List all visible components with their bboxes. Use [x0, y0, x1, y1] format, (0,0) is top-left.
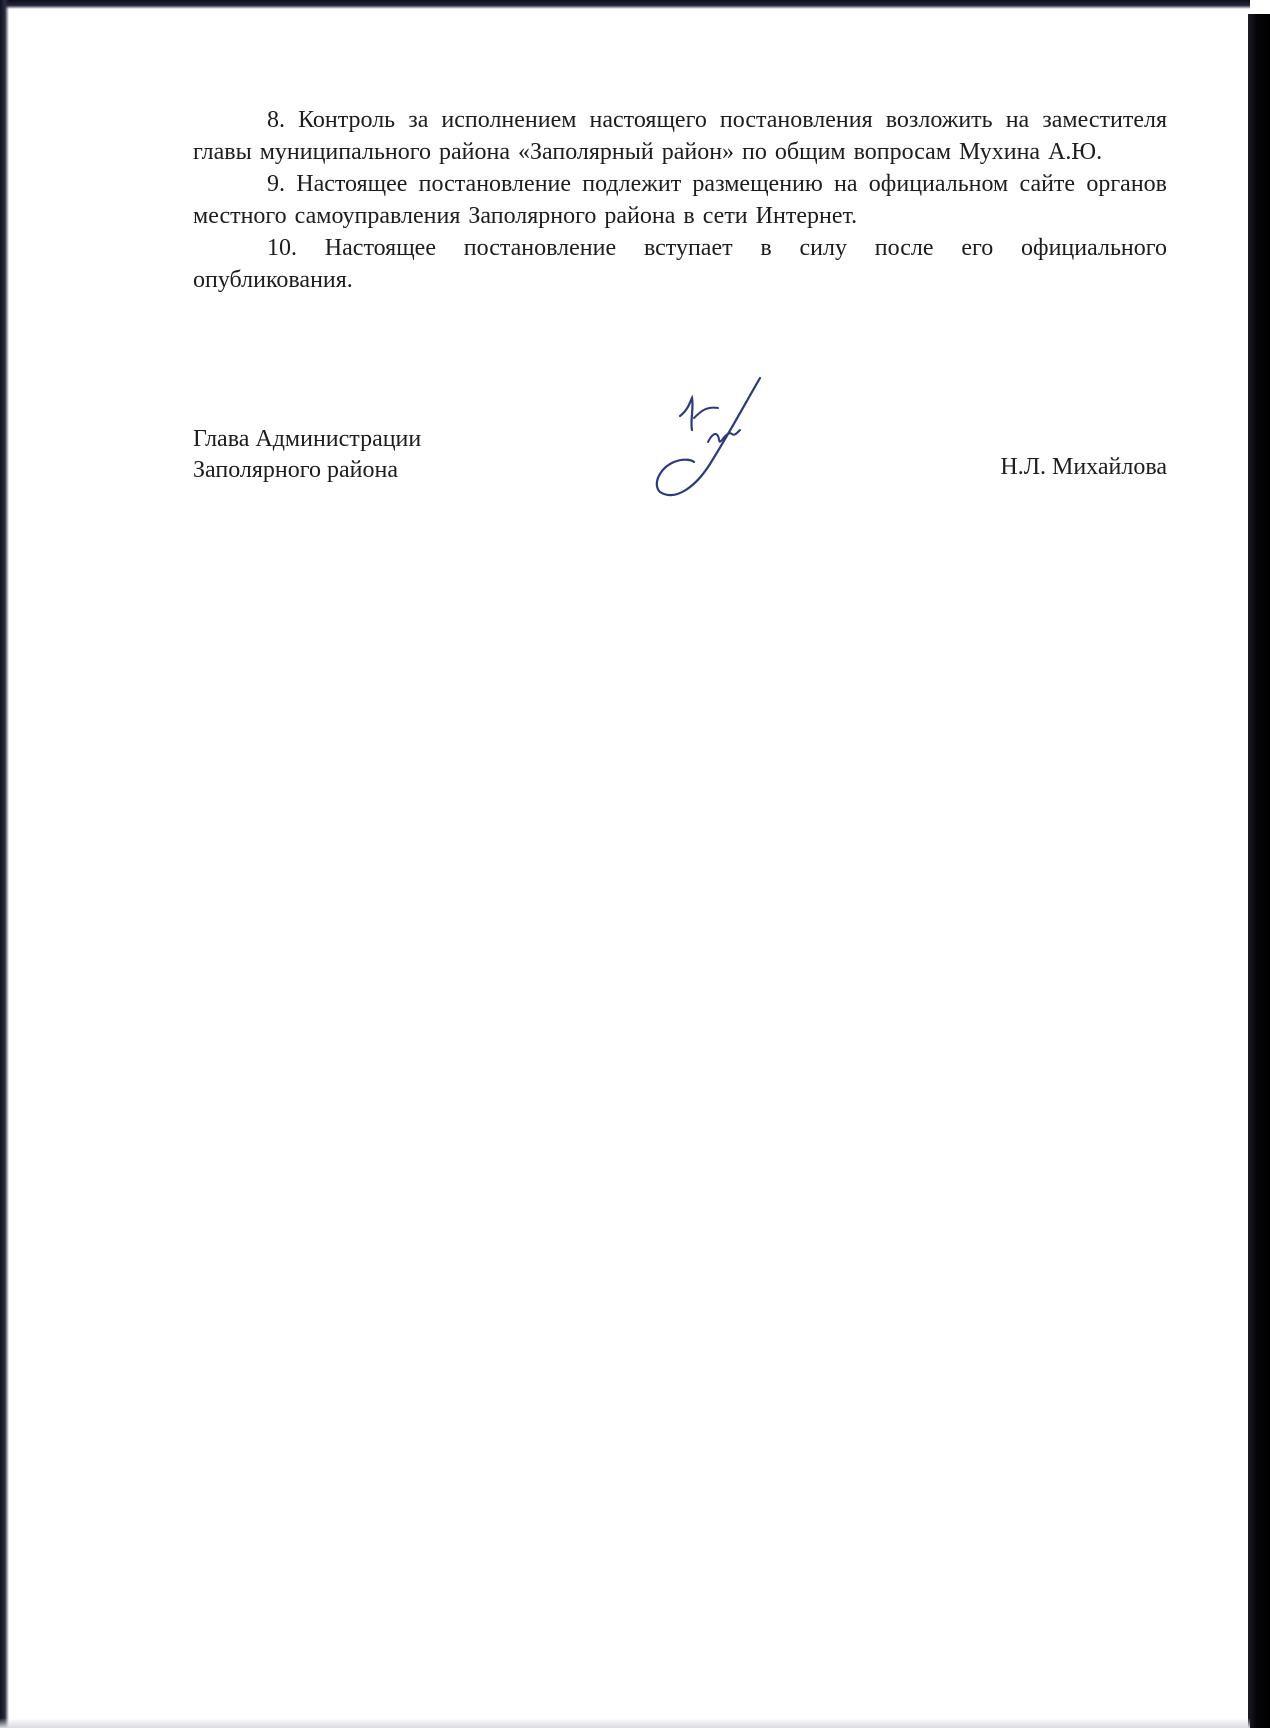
signatory-name: Н.Л. Михайлова: [1000, 454, 1167, 480]
handwritten-signature: [650, 372, 770, 504]
paragraph-10: 10. Настоящее постановление вступает в силу после его официального опубликования.: [193, 235, 1167, 293]
paragraph-9: 9. Настоящее постановление подлежит размещению на официальном сайте органов местного самоуправления Заполярного района в сети Интернет.: [193, 171, 1167, 229]
signatory-title: [193, 424, 421, 486]
scan-edge-top: [0, 0, 1250, 9]
paragraph-8: 8. Контроль за исполнением настоящего постановления возложить на заместителя главы муниципального района «Заполярный район» по общим вопросам Мухина А.Ю.: [193, 107, 1167, 165]
signatory-title-line-1: Глава Администрации: [193, 426, 422, 452]
signatory-title-line-2: Заполярного района: [193, 457, 398, 483]
scan-edge-right: [1248, 14, 1270, 1728]
scan-edge-left: [0, 0, 9, 1728]
document-body: [193, 104, 1167, 296]
scan-edge-bottom: [0, 1718, 1250, 1728]
